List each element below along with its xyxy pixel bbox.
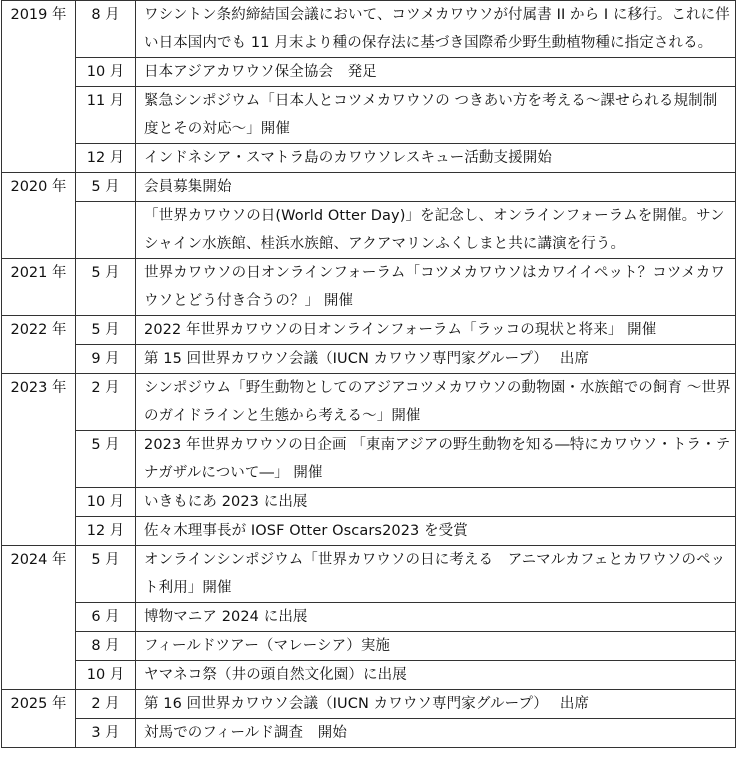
event-cell: シンポジウム「野生動物としてのアジアコツメカワウソの動物園・水族館での飼育 ～世界のガイドラインと生態から考える～」開催 [136, 374, 736, 431]
table-row [2, 58, 736, 87]
table-row [2, 690, 736, 719]
table-row [2, 517, 736, 546]
event-cell: 「世界カワウソの日(World Otter Day)」を記念し、オンラインフォーラムを開催。サンシャイン水族館、桂浜水族館、アクアマリンふくしまと共に講演を行う。 [136, 202, 736, 259]
table-row [2, 345, 736, 374]
event-cell: 第 16 回世界カワウソ会議（IUCN カワウソ専門家グループ） 出席 [136, 690, 736, 719]
table-row [2, 719, 736, 748]
table-row [2, 202, 736, 259]
table-row [2, 87, 736, 144]
event-cell: いきもにあ 2023 に出展 [136, 488, 736, 517]
table-row [2, 259, 736, 316]
month-cell: 8 月 [76, 632, 136, 661]
month-cell: 3 月 [76, 719, 136, 748]
event-cell: 2023 年世界カワウソの日企画 「東南アジアの野生動物を知る―特にカワウソ・トラ・テナガザルについて―」 開催 [136, 431, 736, 488]
year-cell: 2025 年 [2, 690, 76, 748]
table-row [2, 374, 736, 431]
year-cell: 2019 年 [2, 1, 76, 173]
month-cell: 2 月 [76, 690, 136, 719]
month-cell: 2 月 [76, 374, 136, 431]
table-row [2, 661, 736, 690]
event-cell: ヤマネコ祭（井の頭自然文化園）に出展 [136, 661, 736, 690]
month-cell: 9 月 [76, 345, 136, 374]
event-cell: 2022 年世界カワウソの日オンラインフォーラム「ラッコの現状と将来」 開催 [136, 316, 736, 345]
event-cell: 世界カワウソの日オンラインフォーラム「コツメカワウソはカワイイペット？コツメカワウソとどう付き合うの？」 開催 [136, 259, 736, 316]
month-cell: 5 月 [76, 259, 136, 316]
month-cell: 12 月 [76, 144, 136, 173]
month-cell [76, 202, 136, 259]
month-cell: 12 月 [76, 517, 136, 546]
event-cell: ワシントン条約締結国会議において、コツメカワウソが付属書 II から I に移行。これに伴い日本国内でも 11 月末より種の保存法に基づき国際希少野生動植物種に指定される。 [136, 1, 736, 58]
table-row [2, 173, 736, 202]
event-cell: 博物マニア 2024 に出展 [136, 603, 736, 632]
table-row [2, 546, 736, 603]
month-cell: 10 月 [76, 661, 136, 690]
event-cell: 佐々木理事長が IOSF Otter Oscars2023 を受賞 [136, 517, 736, 546]
table-row [2, 603, 736, 632]
month-cell: 5 月 [76, 173, 136, 202]
event-cell: オンラインシンポジウム「世界カワウソの日に考える アニマルカフェとカワウソのペット利用」開催 [136, 546, 736, 603]
month-cell: 5 月 [76, 546, 136, 603]
table-row [2, 632, 736, 661]
year-cell: 2022 年 [2, 316, 76, 374]
event-cell: 会員募集開始 [136, 173, 736, 202]
year-cell: 2020 年 [2, 173, 76, 259]
timeline-table [1, 0, 736, 748]
month-cell: 6 月 [76, 603, 136, 632]
month-cell: 10 月 [76, 58, 136, 87]
year-cell: 2021 年 [2, 259, 76, 316]
event-cell: 対馬でのフィールド調査 開始 [136, 719, 736, 748]
event-cell: フィールドツアー（マレーシア）実施 [136, 632, 736, 661]
month-cell: 10 月 [76, 488, 136, 517]
table-row [2, 431, 736, 488]
table-row [2, 144, 736, 173]
month-cell: 5 月 [76, 431, 136, 488]
event-cell: 第 15 回世界カワウソ会議（IUCN カワウソ専門家グループ） 出席 [136, 345, 736, 374]
table-row [2, 488, 736, 517]
month-cell: 5 月 [76, 316, 136, 345]
event-cell: 日本アジアカワウソ保全協会 発足 [136, 58, 736, 87]
event-cell: 緊急シンポジウム「日本人とコツメカワウソの つきあい方を考える～課せられる規制制度とその対応～」開催 [136, 87, 736, 144]
year-cell: 2023 年 [2, 374, 76, 546]
event-cell: インドネシア・スマトラ島のカワウソレスキュー活動支援開始 [136, 144, 736, 173]
month-cell: 11 月 [76, 87, 136, 144]
month-cell: 8 月 [76, 1, 136, 58]
table-row [2, 316, 736, 345]
year-cell: 2024 年 [2, 546, 76, 690]
table-row [2, 1, 736, 58]
